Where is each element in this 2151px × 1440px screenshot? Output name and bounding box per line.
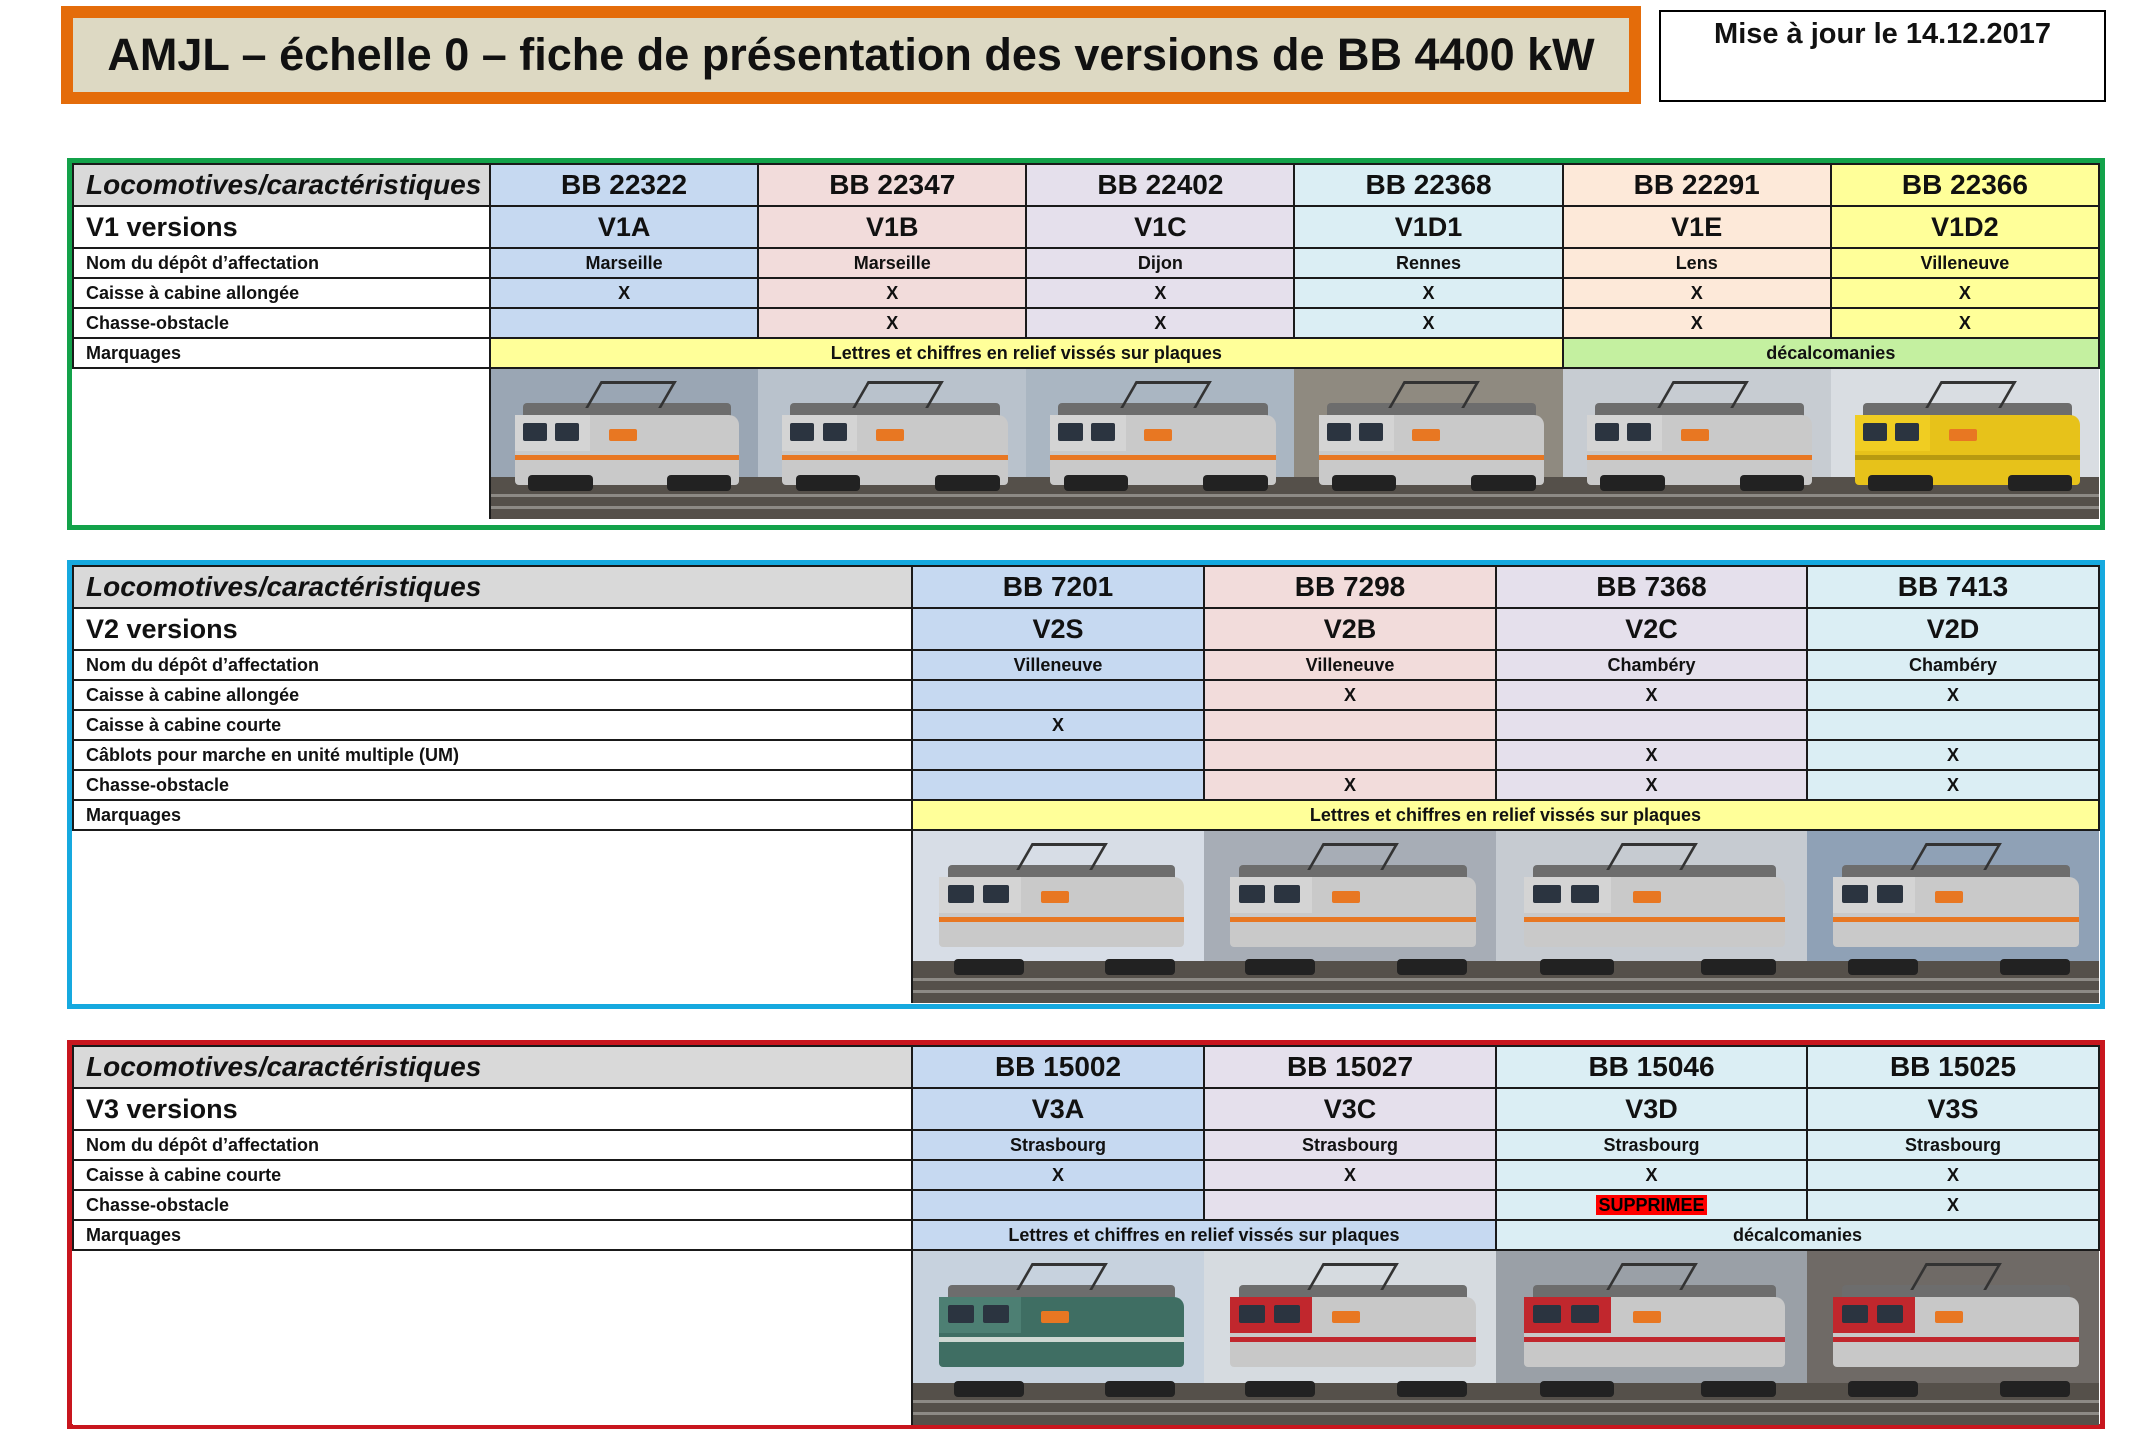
livery-stripe bbox=[1319, 455, 1544, 460]
v2-row-label: Câblots pour marche en unité multiple (UM) bbox=[73, 740, 912, 770]
v1-cell: X bbox=[1831, 278, 2099, 308]
v2-row-label: Marquages bbox=[73, 800, 912, 830]
v2-version-code: V2B bbox=[1204, 608, 1496, 650]
livery-stripe bbox=[1050, 455, 1275, 460]
bogie bbox=[1848, 1381, 1918, 1397]
sncf-logo bbox=[1332, 1311, 1360, 1323]
cab-window bbox=[1533, 885, 1561, 903]
cab-window bbox=[1571, 885, 1599, 903]
v2-cell bbox=[1807, 710, 2099, 740]
bogie bbox=[667, 475, 731, 491]
v3-cell bbox=[1204, 1190, 1496, 1220]
rail bbox=[1496, 990, 1807, 993]
cab-window bbox=[1274, 1305, 1300, 1323]
v2-cell: X bbox=[1496, 680, 1807, 710]
v2-version-label: V2 versions bbox=[73, 608, 912, 650]
v2-photo-spacer bbox=[73, 830, 912, 1003]
loco-photo bbox=[912, 1250, 1204, 1425]
bogie bbox=[2000, 1381, 2070, 1397]
v2-cell bbox=[1204, 740, 1496, 770]
bogie bbox=[1868, 475, 1932, 491]
rail bbox=[1807, 978, 2099, 981]
rail bbox=[1563, 506, 1831, 509]
v2-cell: X bbox=[1807, 680, 2099, 710]
loco-photo bbox=[1294, 368, 1562, 519]
v3-cell: Strasbourg bbox=[1204, 1130, 1496, 1160]
v3-row-label: Nom du dépôt d’affectation bbox=[73, 1130, 912, 1160]
bogie bbox=[1105, 959, 1175, 975]
v3-cell: X bbox=[1496, 1160, 1807, 1190]
cab-window bbox=[1239, 885, 1265, 903]
rail bbox=[1204, 978, 1496, 981]
v2-cell: X bbox=[1496, 740, 1807, 770]
cab-window bbox=[823, 423, 847, 441]
livery-stripe bbox=[1230, 917, 1475, 922]
rail bbox=[758, 506, 1026, 509]
v3-cell: X bbox=[1807, 1190, 2099, 1220]
v2-row-label: Caisse à cabine allongée bbox=[73, 680, 912, 710]
v2-cell bbox=[912, 770, 1204, 800]
bogie bbox=[1540, 959, 1615, 975]
bogie bbox=[1701, 1381, 1776, 1397]
v3-version-code: V3A bbox=[912, 1088, 1204, 1130]
livery-stripe bbox=[1524, 1337, 1785, 1342]
pantograph bbox=[1016, 1263, 1108, 1290]
section-v3 bbox=[67, 1040, 2105, 1429]
v2-cell bbox=[1204, 710, 1496, 740]
v3-row-label: Caisse à cabine courte bbox=[73, 1160, 912, 1190]
loco-photo bbox=[758, 368, 1026, 519]
pantograph bbox=[1657, 381, 1749, 408]
pantograph bbox=[1910, 843, 2002, 870]
v2-cell: Villeneuve bbox=[1204, 650, 1496, 680]
v2-cell: X bbox=[1807, 770, 2099, 800]
sncf-logo bbox=[1041, 891, 1069, 903]
loco-photo bbox=[1496, 830, 1807, 1003]
bogie bbox=[1245, 1381, 1315, 1397]
pantograph bbox=[1910, 1263, 2002, 1290]
v1-header-label: Locomotives/caractéristiques bbox=[73, 164, 490, 206]
livery-stripe bbox=[1833, 917, 2078, 922]
v1-cell: Villeneuve bbox=[1831, 248, 2099, 278]
cab-window bbox=[1895, 423, 1919, 441]
rail bbox=[1563, 494, 1831, 497]
suppressed-tag: SUPPRIMEE bbox=[1598, 1194, 1705, 1215]
loco-photo bbox=[1496, 1250, 1807, 1425]
bogie bbox=[1600, 475, 1664, 491]
v3-cell: Strasbourg bbox=[912, 1130, 1204, 1160]
sncf-logo bbox=[1332, 891, 1360, 903]
loco-photo bbox=[1026, 368, 1294, 519]
v3-loco-name: BB 15002 bbox=[912, 1046, 1204, 1088]
rail bbox=[1831, 506, 2099, 509]
v1-row-label: Nom du dépôt d’affectation bbox=[73, 248, 490, 278]
rail bbox=[1807, 990, 2099, 993]
bogie bbox=[1245, 959, 1315, 975]
rail bbox=[1294, 506, 1562, 509]
rail bbox=[913, 978, 1204, 981]
v2-cell: X bbox=[912, 710, 1204, 740]
pantograph bbox=[852, 381, 944, 408]
cab-window bbox=[983, 1305, 1009, 1323]
title-banner bbox=[61, 6, 1641, 104]
v3-cell bbox=[1496, 1190, 1807, 1220]
v1-loco-name: BB 22402 bbox=[1026, 164, 1294, 206]
livery-stripe bbox=[939, 1337, 1183, 1342]
pantograph bbox=[1925, 381, 2017, 408]
v2-cell: Villeneuve bbox=[912, 650, 1204, 680]
cab-window bbox=[1274, 885, 1300, 903]
cab-window bbox=[1327, 423, 1351, 441]
rail bbox=[1294, 494, 1562, 497]
v2-cell: X bbox=[1204, 770, 1496, 800]
rail bbox=[913, 990, 1204, 993]
pantograph bbox=[1606, 1263, 1698, 1290]
bogie bbox=[1332, 475, 1396, 491]
cab-window bbox=[1239, 1305, 1265, 1323]
v1-loco-name: BB 22291 bbox=[1563, 164, 1831, 206]
sncf-logo bbox=[1633, 891, 1661, 903]
v1-version-code: V1D1 bbox=[1294, 206, 1562, 248]
pantograph bbox=[585, 381, 677, 408]
v1-table bbox=[72, 163, 2100, 519]
cab-window bbox=[1863, 423, 1887, 441]
bogie bbox=[1064, 475, 1128, 491]
v2-cell: Chambéry bbox=[1807, 650, 2099, 680]
cab-window bbox=[1842, 885, 1868, 903]
v1-marking-plates: Lettres et chiffres en relief vissés sur plaques bbox=[490, 338, 1563, 368]
loco-photo bbox=[1831, 368, 2099, 519]
v2-version-code: V2D bbox=[1807, 608, 2099, 650]
v3-version-code: V3D bbox=[1496, 1088, 1807, 1130]
v1-cell: Lens bbox=[1563, 248, 1831, 278]
v1-version-code: V1C bbox=[1026, 206, 1294, 248]
v2-cell: Chambéry bbox=[1496, 650, 1807, 680]
livery-stripe bbox=[515, 455, 739, 460]
bogie bbox=[2008, 475, 2072, 491]
livery-stripe bbox=[1855, 455, 2080, 460]
rail bbox=[491, 494, 758, 497]
section-v1 bbox=[67, 158, 2105, 530]
v1-cell bbox=[490, 308, 758, 338]
v1-cell: X bbox=[1563, 308, 1831, 338]
pantograph bbox=[1307, 1263, 1399, 1290]
v1-row-label: Marquages bbox=[73, 338, 490, 368]
v2-row-label: Chasse-obstacle bbox=[73, 770, 912, 800]
sncf-logo bbox=[1633, 1311, 1661, 1323]
cab-window bbox=[1595, 423, 1619, 441]
rail bbox=[1807, 1412, 2099, 1415]
cab-window bbox=[1877, 885, 1903, 903]
cab-window bbox=[1359, 423, 1383, 441]
cab-window bbox=[1058, 423, 1082, 441]
cab-window bbox=[948, 885, 974, 903]
v1-row-label: Chasse-obstacle bbox=[73, 308, 490, 338]
v3-cell: X bbox=[1204, 1160, 1496, 1190]
rail bbox=[1807, 1400, 2099, 1403]
v2-cell: X bbox=[1204, 680, 1496, 710]
livery-stripe bbox=[939, 917, 1183, 922]
v1-loco-name: BB 22368 bbox=[1294, 164, 1562, 206]
sncf-logo bbox=[1949, 429, 1977, 441]
v3-photo-spacer bbox=[73, 1250, 912, 1425]
v3-cell: X bbox=[912, 1160, 1204, 1190]
rail bbox=[1496, 978, 1807, 981]
bogie bbox=[1848, 959, 1918, 975]
v1-row-label: Caisse à cabine allongée bbox=[73, 278, 490, 308]
v3-loco-name: BB 15025 bbox=[1807, 1046, 2099, 1088]
v3-marking-decals: décalcomanies bbox=[1496, 1220, 2099, 1250]
v3-header-label: Locomotives/caractéristiques bbox=[73, 1046, 912, 1088]
v3-row-label: Chasse-obstacle bbox=[73, 1190, 912, 1220]
cab-window bbox=[983, 885, 1009, 903]
cab-window bbox=[1571, 1305, 1599, 1323]
v1-loco-name: BB 22366 bbox=[1831, 164, 2099, 206]
v1-cell: X bbox=[490, 278, 758, 308]
v2-version-code: V2S bbox=[912, 608, 1204, 650]
v1-cell: X bbox=[758, 278, 1026, 308]
rail bbox=[913, 1412, 1204, 1415]
bogie bbox=[1397, 959, 1467, 975]
rail bbox=[1204, 990, 1496, 993]
v2-loco-name: BB 7201 bbox=[912, 566, 1204, 608]
v1-loco-name: BB 22347 bbox=[758, 164, 1026, 206]
section-v2 bbox=[67, 560, 2105, 1009]
loco-photo bbox=[1204, 1250, 1496, 1425]
bogie bbox=[1471, 475, 1535, 491]
v1-version-label: V1 versions bbox=[73, 206, 490, 248]
livery-stripe bbox=[1524, 917, 1785, 922]
v2-cell: X bbox=[1807, 740, 2099, 770]
v1-cell: Marseille bbox=[758, 248, 1026, 278]
v2-marking-plates: Lettres et chiffres en relief vissés sur plaques bbox=[912, 800, 2099, 830]
rail bbox=[1496, 1400, 1807, 1403]
cab-window bbox=[790, 423, 814, 441]
bogie bbox=[1740, 475, 1804, 491]
bogie bbox=[2000, 959, 2070, 975]
bogie bbox=[528, 475, 592, 491]
v3-version-code: V3C bbox=[1204, 1088, 1496, 1130]
v2-loco-name: BB 7413 bbox=[1807, 566, 2099, 608]
rail bbox=[491, 506, 758, 509]
v1-cell: X bbox=[1026, 278, 1294, 308]
v3-version-label: V3 versions bbox=[73, 1088, 912, 1130]
v3-loco-name: BB 15027 bbox=[1204, 1046, 1496, 1088]
sncf-logo bbox=[1412, 429, 1440, 441]
bogie bbox=[954, 1381, 1024, 1397]
pantograph bbox=[1016, 843, 1108, 870]
loco-photo bbox=[1807, 830, 2099, 1003]
pantograph bbox=[1307, 843, 1399, 870]
sncf-logo bbox=[1935, 891, 1963, 903]
livery-stripe bbox=[782, 455, 1007, 460]
v3-loco-name: BB 15046 bbox=[1496, 1046, 1807, 1088]
sncf-logo bbox=[609, 429, 637, 441]
v1-cell: Marseille bbox=[490, 248, 758, 278]
v2-loco-name: BB 7368 bbox=[1496, 566, 1807, 608]
v2-row-label: Nom du dépôt d’affectation bbox=[73, 650, 912, 680]
v3-marking-plates: Lettres et chiffres en relief vissés sur plaques bbox=[912, 1220, 1496, 1250]
v1-cell: X bbox=[1294, 278, 1562, 308]
loco-photo bbox=[490, 368, 758, 519]
sncf-logo bbox=[1041, 1311, 1069, 1323]
cab-window bbox=[555, 423, 579, 441]
bogie bbox=[1540, 1381, 1615, 1397]
v3-row-label: Marquages bbox=[73, 1220, 912, 1250]
v3-version-code: V3S bbox=[1807, 1088, 2099, 1130]
v1-cell: X bbox=[1026, 308, 1294, 338]
v1-cell: Dijon bbox=[1026, 248, 1294, 278]
rail bbox=[1026, 506, 1294, 509]
sncf-logo bbox=[876, 429, 904, 441]
sncf-logo bbox=[1144, 429, 1172, 441]
update-date-box bbox=[1659, 10, 2106, 102]
v1-cell: X bbox=[1831, 308, 2099, 338]
loco-photo bbox=[1563, 368, 1831, 519]
loco-photo bbox=[1204, 830, 1496, 1003]
rail bbox=[1496, 1412, 1807, 1415]
v2-version-code: V2C bbox=[1496, 608, 1807, 650]
rail bbox=[1204, 1400, 1496, 1403]
livery-stripe bbox=[1230, 1337, 1475, 1342]
bogie bbox=[796, 475, 860, 491]
v1-cell: X bbox=[1563, 278, 1831, 308]
cab-window bbox=[1842, 1305, 1868, 1323]
cab-window bbox=[1627, 423, 1651, 441]
v1-loco-name: BB 22322 bbox=[490, 164, 758, 206]
v3-cell: Strasbourg bbox=[1807, 1130, 2099, 1160]
bogie bbox=[1203, 475, 1267, 491]
cab-window bbox=[948, 1305, 974, 1323]
v1-version-code: V1A bbox=[490, 206, 758, 248]
cab-window bbox=[1533, 1305, 1561, 1323]
rail bbox=[758, 494, 1026, 497]
v3-cell bbox=[912, 1190, 1204, 1220]
loco-photo bbox=[912, 830, 1204, 1003]
sncf-logo bbox=[1935, 1311, 1963, 1323]
loco-photo bbox=[1807, 1250, 2099, 1425]
v2-row-label: Caisse à cabine courte bbox=[73, 710, 912, 740]
bogie bbox=[1397, 1381, 1467, 1397]
pantograph bbox=[1606, 843, 1698, 870]
cab-window bbox=[1877, 1305, 1903, 1323]
bogie bbox=[1105, 1381, 1175, 1397]
v2-cell bbox=[912, 740, 1204, 770]
pantograph bbox=[1389, 381, 1481, 408]
v2-header-label: Locomotives/caractéristiques bbox=[73, 566, 912, 608]
v2-cell bbox=[1496, 710, 1807, 740]
cab-window bbox=[1091, 423, 1115, 441]
page-title: AMJL – échelle 0 – fiche de présentation des versions de BB 4400 kW bbox=[107, 29, 1595, 80]
update-date: Mise à jour le 14.12.2017 bbox=[1714, 18, 2051, 50]
v1-cell: X bbox=[758, 308, 1026, 338]
v1-marking-decals: décalcomanies bbox=[1563, 338, 2099, 368]
v1-version-code: V1B bbox=[758, 206, 1026, 248]
rail bbox=[913, 1400, 1204, 1403]
livery-stripe bbox=[1587, 455, 1812, 460]
rail bbox=[1026, 494, 1294, 497]
v3-cell: X bbox=[1807, 1160, 2099, 1190]
v1-version-code: V1E bbox=[1563, 206, 1831, 248]
v2-cell: X bbox=[1496, 770, 1807, 800]
v3-cell: Strasbourg bbox=[1496, 1130, 1807, 1160]
livery-stripe bbox=[1833, 1337, 2078, 1342]
bogie bbox=[954, 959, 1024, 975]
sncf-logo bbox=[1681, 429, 1709, 441]
rail bbox=[1831, 494, 2099, 497]
cab-window bbox=[523, 423, 547, 441]
rail bbox=[1204, 1412, 1496, 1415]
v1-photo-spacer bbox=[73, 368, 490, 519]
pantograph bbox=[1120, 381, 1212, 408]
v1-cell: Rennes bbox=[1294, 248, 1562, 278]
bogie bbox=[1701, 959, 1776, 975]
v3-table bbox=[72, 1045, 2100, 1425]
bogie bbox=[935, 475, 999, 491]
v2-loco-name: BB 7298 bbox=[1204, 566, 1496, 608]
v2-cell bbox=[912, 680, 1204, 710]
v2-table bbox=[72, 565, 2100, 1003]
v1-cell: X bbox=[1294, 308, 1562, 338]
v1-version-code: V1D2 bbox=[1831, 206, 2099, 248]
